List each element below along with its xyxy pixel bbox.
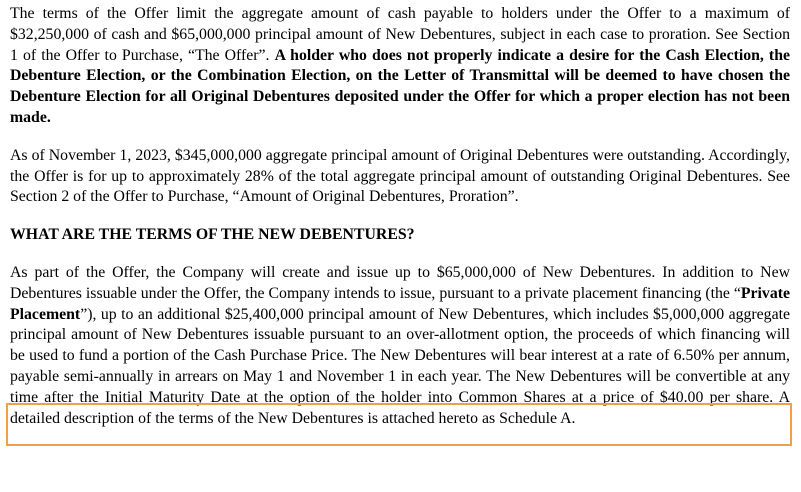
terms-text-part2: ”), up to an additional $25,400,000 principal amount of New Debentures, which includes $5,000,000 aggregate principal amount of New Debentures issuable pursuant to an over-allotment option, the proceeds of which financing will be used to fund a portion of the Cash Purchase Price. The New Debentures will bear interest at a rate of 6.50% per annum, payable semi-annually in arrears on May 1 and November 1 in each year. The New Debentures will be convertible at any time after the Initial Maturity Date at the option of the holder into Common Shares at a price of $40.00 per share. A detailed description of the terms of the New Debentures is attached hereto as Schedule A. [10,305,790,427]
offer-limit-paragraph [10,4,790,129]
terms-text-part1: As part of the Offer, the Company will create and issue up to $65,000,000 of New Debentures. In addition to New Debentures issuable under the Offer, the Company intends to issue, pursuant to a private placement financing (the “ [10,263,790,302]
new-debentures-terms-paragraph [10,263,790,429]
offer-limit-text: The terms of the Offer limit the aggregate amount of cash payable to holders under the Offer to a maximum of $32,250,000 of cash and $65,000,000 principal amount of New Debentures, subject in each case to proration. See Section 1 of the Offer to Purchase, “The Offer”. [10,5,790,64]
document-page [10,4,790,429]
private-placement-term: Private Placement [10,284,790,323]
section-heading: WHAT ARE THE TERMS OF THE NEW DEBENTURES? [10,226,415,244]
outstanding-debentures-paragraph: As of November 1, 2023, $345,000,000 aggregate principal amount of Original Debentures were outstanding. Accordingly, the Offer is for up to approximately 28% of the total aggregate principal amount of outstanding Original Debentures. See Section 2 of the Offer to Purchase, “Amount of Original Debentures, Proration”. [10,146,790,206]
election-default-notice: A holder who does not properly indicate a desire for the Cash Election, the Debenture Election, or the Combination Election, on the Letter of Transmittal will be deemed to have chosen the Debenture Election for all Original Debentures deposited under the Offer for which a proper election has not been made. [10,46,790,126]
